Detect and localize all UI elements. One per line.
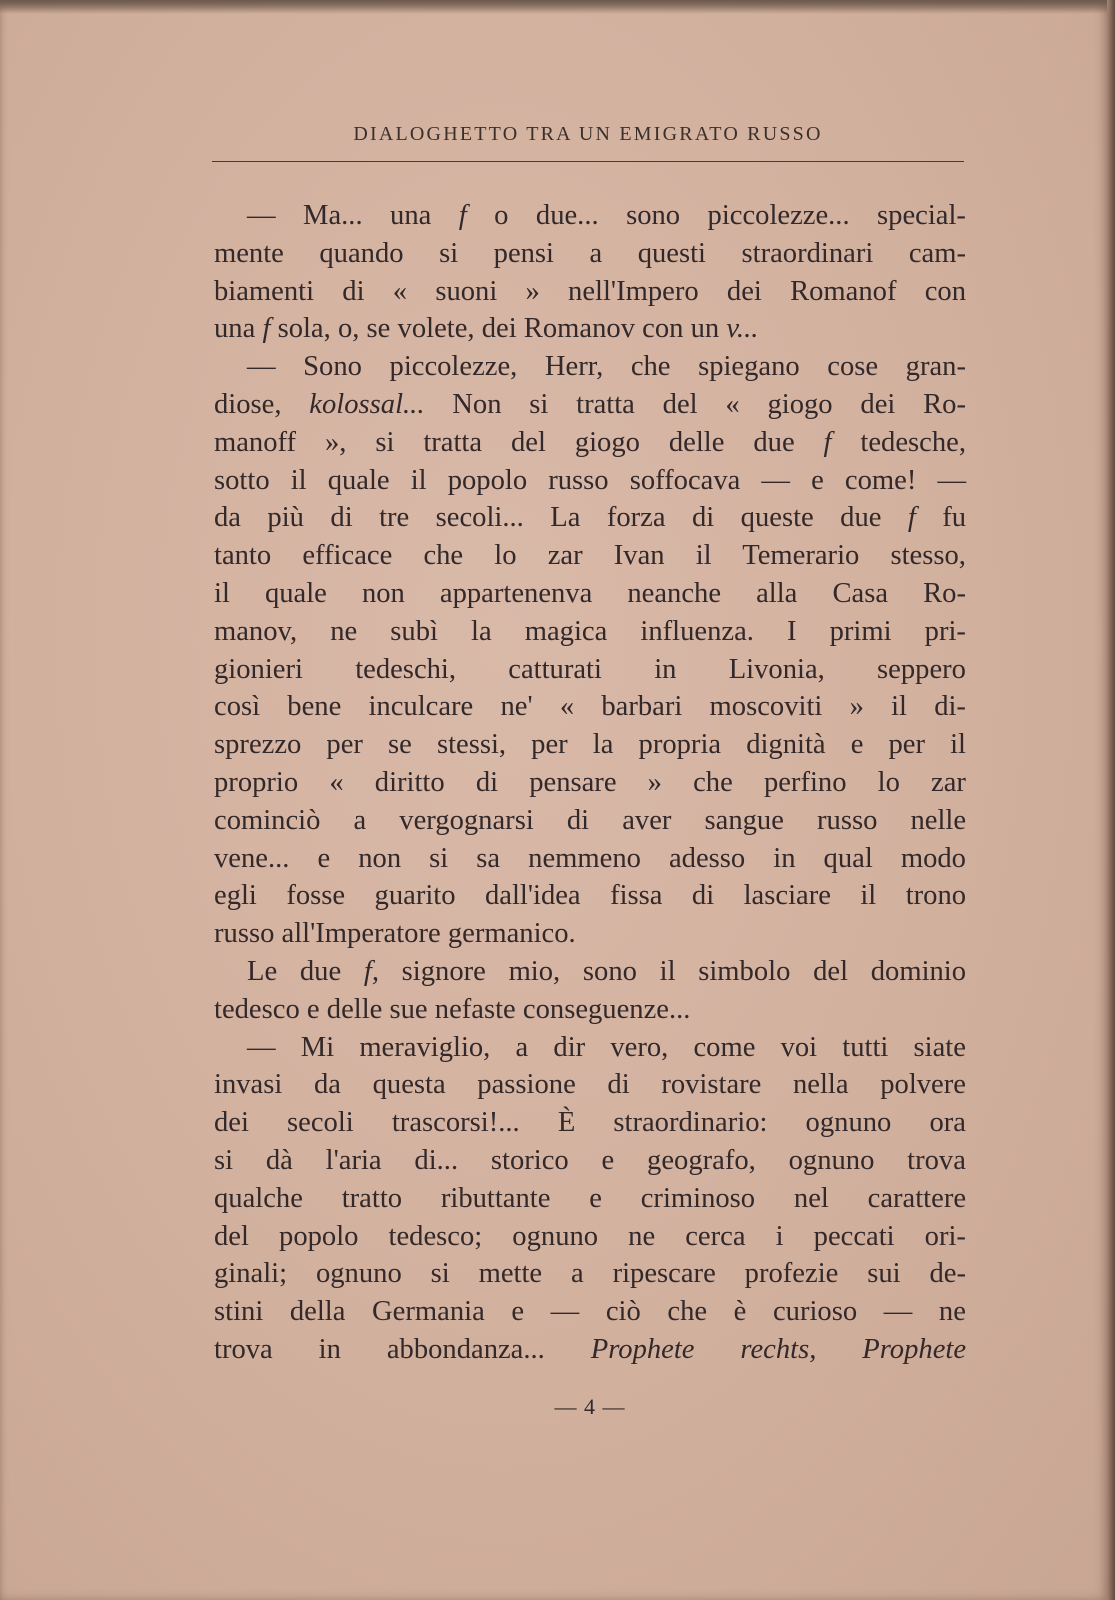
text-line: mente quando si pensi a questi straordinari cam- bbox=[214, 237, 966, 269]
running-head: DIALOGHETTO TRA UN EMIGRATO RUSSO bbox=[353, 123, 823, 145]
text-line: diose, kolossal... Non si tratta del « giogo dei Ro- bbox=[214, 388, 966, 420]
text-line: manoff », si tratta del giogo delle due f tedesche, bbox=[214, 426, 966, 458]
text-line: egli fosse guarito dall'idea fissa di lasciare il trono bbox=[214, 880, 967, 912]
page-spine-edge bbox=[1107, 0, 1115, 1600]
text-line: russo all'Imperatore germanico. bbox=[214, 918, 576, 950]
text-line: cominciò a vergognarsi di aver sangue russo nelle bbox=[214, 804, 967, 836]
text-line: del popolo tedesco; ognuno ne cerca i peccati ori- bbox=[214, 1220, 966, 1252]
text-line: sprezzo per se stessi, per la propria dignità e per il bbox=[214, 729, 966, 761]
text-line: stini della Germania e — ciò che è curioso — ne bbox=[214, 1296, 966, 1328]
header-rule bbox=[212, 161, 964, 162]
text-line: — Mi meraviglio, a dir vero, come voi tutti siate bbox=[247, 1031, 966, 1063]
text-line: una f sola, o, se volete, dei Romanov con un v... bbox=[214, 313, 759, 345]
page-top-edge bbox=[0, 0, 1110, 14]
text-line: — Sono piccolezze, Herr, che spiegano cose gran- bbox=[247, 351, 966, 383]
text-line: — Ma... una f o due... sono piccolezze... special- bbox=[247, 200, 966, 231]
text-line: dei secoli trascorsi!... È straordinario: ognuno ora bbox=[214, 1107, 966, 1139]
text-line: così bene inculcare ne' « barbari moscoviti » il di- bbox=[214, 691, 966, 723]
text-line: trova in abbondanza... Prophete rechts, Prophete bbox=[214, 1333, 967, 1365]
page-number: — 4 — bbox=[554, 1394, 626, 1419]
text-line: vene... e non si sa nemmeno adesso in qual modo bbox=[214, 842, 966, 874]
text-line: il quale non appartenenva neanche alla Casa Ro- bbox=[214, 577, 966, 609]
text-line: biamenti di « suoni » nell'Impero dei Romanof con bbox=[214, 275, 967, 307]
text-line: sotto il quale il popolo russo soffocava — e come! — bbox=[214, 464, 967, 496]
text-line: si dà l'aria di... storico e geografo, ognuno trova bbox=[214, 1144, 966, 1176]
text-line: da più di tre secoli... La forza di queste due f fu bbox=[214, 502, 967, 534]
body-text bbox=[214, 197, 966, 1369]
text-line: Le due f, signore mio, sono il simbolo del dominio bbox=[247, 955, 967, 987]
text-line: qualche tratto ributtante e criminoso nel carattere bbox=[214, 1182, 967, 1214]
text-line: tedesco e delle sue nefaste conseguenze... bbox=[214, 993, 691, 1025]
text-line: gionieri tedeschi, catturati in Livonia, seppero bbox=[214, 653, 966, 685]
text-line: manov, ne subì la magica influenza. I primi pri- bbox=[214, 615, 966, 647]
text-line: proprio « diritto di pensare » che perfino lo zar bbox=[214, 766, 966, 798]
text-line: ginali; ognuno si mette a ripescare profezie sui de- bbox=[214, 1258, 966, 1290]
text-line: tanto efficace che lo zar Ivan il Temerario stesso, bbox=[214, 540, 966, 572]
text-line: invasi da questa passione di rovistare nella polvere bbox=[214, 1069, 966, 1101]
